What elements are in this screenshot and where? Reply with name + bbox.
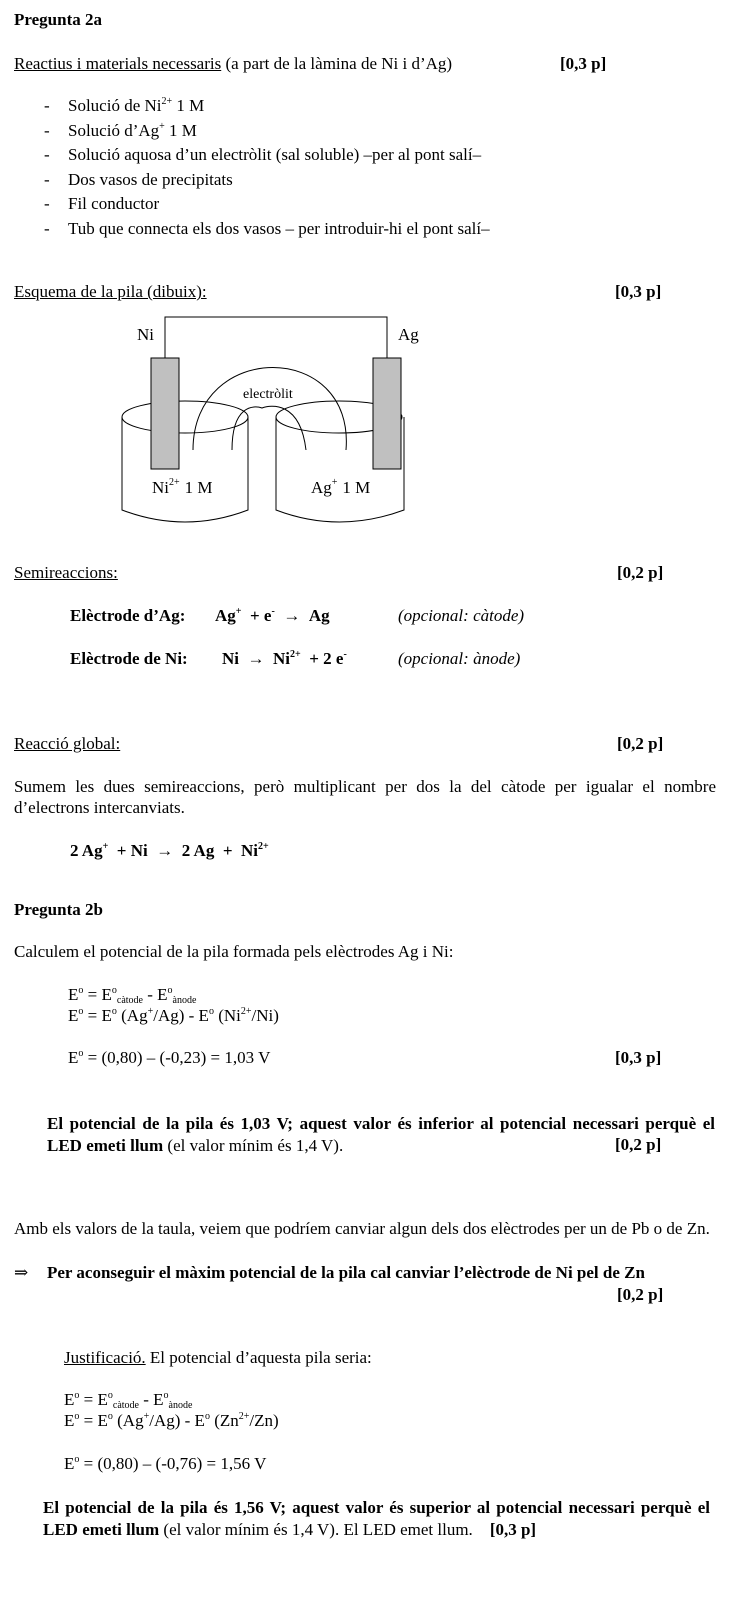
result-ag-ni-points: [0,3 p] — [615, 1048, 662, 1067]
formula-ag-zn: $E^o = E^o$ $(Ag^+/Ag) - E^o$ $(Zn^{2+}/Zn)$ — [64, 1411, 279, 1430]
calc-intro: Calculem el potencial de la pila formada pels elèctrodes Ag i Ni: — [14, 942, 454, 961]
formula-cathode-anode-2: $E^o = E^o_{càtode} - E^o_{ànode}$ — [64, 1390, 193, 1411]
ag-solution-label: Ag+ 1 M — [311, 477, 371, 497]
semireactions-points: [0,2 p] — [617, 563, 664, 582]
result-1-conclusion: El potencial de la pila és 1,03 V; aquest valor és inferior al potencial necessari perquè el LED emeti llum (el valor mínim és 1,4 V). — [47, 1114, 715, 1155]
ni-solution-label: $Ni^{2+}$ 1 M — [152, 477, 213, 497]
ag-semireaction-label: Elèctrode d’Ag: — [70, 606, 186, 625]
ni-electrode-label: Ni — [137, 325, 154, 344]
ni-semireaction-note: (opcional: ànode) — [398, 649, 521, 668]
left-beaker-rim — [122, 401, 248, 433]
ag-semireaction-equation: Ag+ + e- → Ag — [215, 606, 330, 625]
implies-arrow-icon: ⇒ — [14, 1263, 29, 1282]
global-reaction-equation: 2 Ag+ + Ni → 2 $Ag + Ni^{2+}$ — [70, 841, 269, 860]
ni-electrode — [151, 358, 179, 469]
global-reaction-points: [0,2 p] — [617, 734, 664, 753]
ag-electrode — [373, 358, 401, 469]
ni-semireaction-equation: $Ni \to Ni^{2+} + 2$ e- — [222, 649, 347, 668]
materials-heading — [14, 54, 452, 74]
conductor-wire — [165, 317, 387, 358]
diagram-points: [0,3 p] — [615, 282, 662, 301]
formula-cathode-anode: $E^o = E^o_{càtode} - E^o_{ànode}$ — [68, 985, 197, 1006]
result-1-points: [0,2 p] — [615, 1135, 662, 1154]
max-potential-points: [0,2 p] — [617, 1285, 664, 1304]
list-item: - Fil conductor — [14, 194, 490, 219]
result-ag-zn: $E^o = (0,80) - (-0,76) = 1,56$ V — [64, 1454, 267, 1473]
galvanic-cell-diagram — [0, 300, 460, 540]
list-item: - Solució aquosa d’un electròlit (sal soluble) –per al pont salí– — [14, 145, 490, 170]
ag-semireaction-note: (opcional: càtode) — [398, 606, 525, 625]
alternative-electrodes-text: Amb els valors de la taula, veiem que podríem canviar algun dels dos elèctrodes per un de Pb o de Zn. — [14, 1219, 710, 1238]
max-potential-conclusion: Per aconseguir el màxim potencial de la pila cal canviar l’elèctrode de Ni pel de Zn — [47, 1263, 645, 1282]
justification-line: Justificació. El potencial d’aquesta pila seria: — [64, 1348, 372, 1367]
result-ag-ni: $E^o = (0,80) - (-0,23) = 1,03$ V — [68, 1048, 271, 1067]
salt-bridge-outer — [193, 368, 346, 451]
formula-ag-ni: $E^o = E^o$ $(Ag^+/Ag) - E^o$ $(Ni^{2+}/Ni)$ — [68, 1006, 279, 1025]
justification-label: Justificació. — [64, 1348, 146, 1367]
result-2-points: [0,3 p] — [489, 1520, 537, 1539]
global-reaction-explanation: Sumem les dues semireaccions, però multiplicant per dos la del càtode per igualar el nombre d’electrons intercanviats. — [14, 777, 716, 817]
question-2a-title: Pregunta 2a — [14, 10, 102, 29]
materials-points: [0,3 p] — [560, 54, 607, 73]
materials-list — [14, 96, 490, 244]
electrolyte-label: electròlit — [243, 387, 293, 402]
semireactions-heading: Semireaccions: — [14, 563, 118, 582]
materials-heading-note: (a part de la làmina de Ni i d’Ag) — [225, 54, 453, 73]
global-reaction-heading: Reacció global: — [14, 734, 121, 753]
list-item: - Solució de $Ni^{2+}$ 1 M — [14, 96, 490, 121]
diagram-heading: Esquema de la pila (dibuix): — [14, 282, 207, 301]
ag-electrode-label: Ag — [398, 325, 419, 344]
list-item: - Tub que connecta els dos vasos – per introduir-hi el pont salí– — [14, 219, 490, 244]
list-item: - Solució d’Ag+ 1 M — [14, 121, 490, 146]
result-2-conclusion: El potencial de la pila és 1,56 V; aquest valor és superior al potencial necessari perquè el LED emeti llum (el valor mínim és 1,4 V). El LED emet llum. [0,3 p] — [43, 1498, 710, 1539]
ni-semireaction-label: Elèctrode de Ni: — [70, 649, 188, 668]
question-2b-title: Pregunta 2b — [14, 900, 103, 919]
list-item: - Dos vasos de precipitats — [14, 170, 490, 195]
materials-heading-text: Reactius i materials necessaris — [14, 54, 222, 73]
